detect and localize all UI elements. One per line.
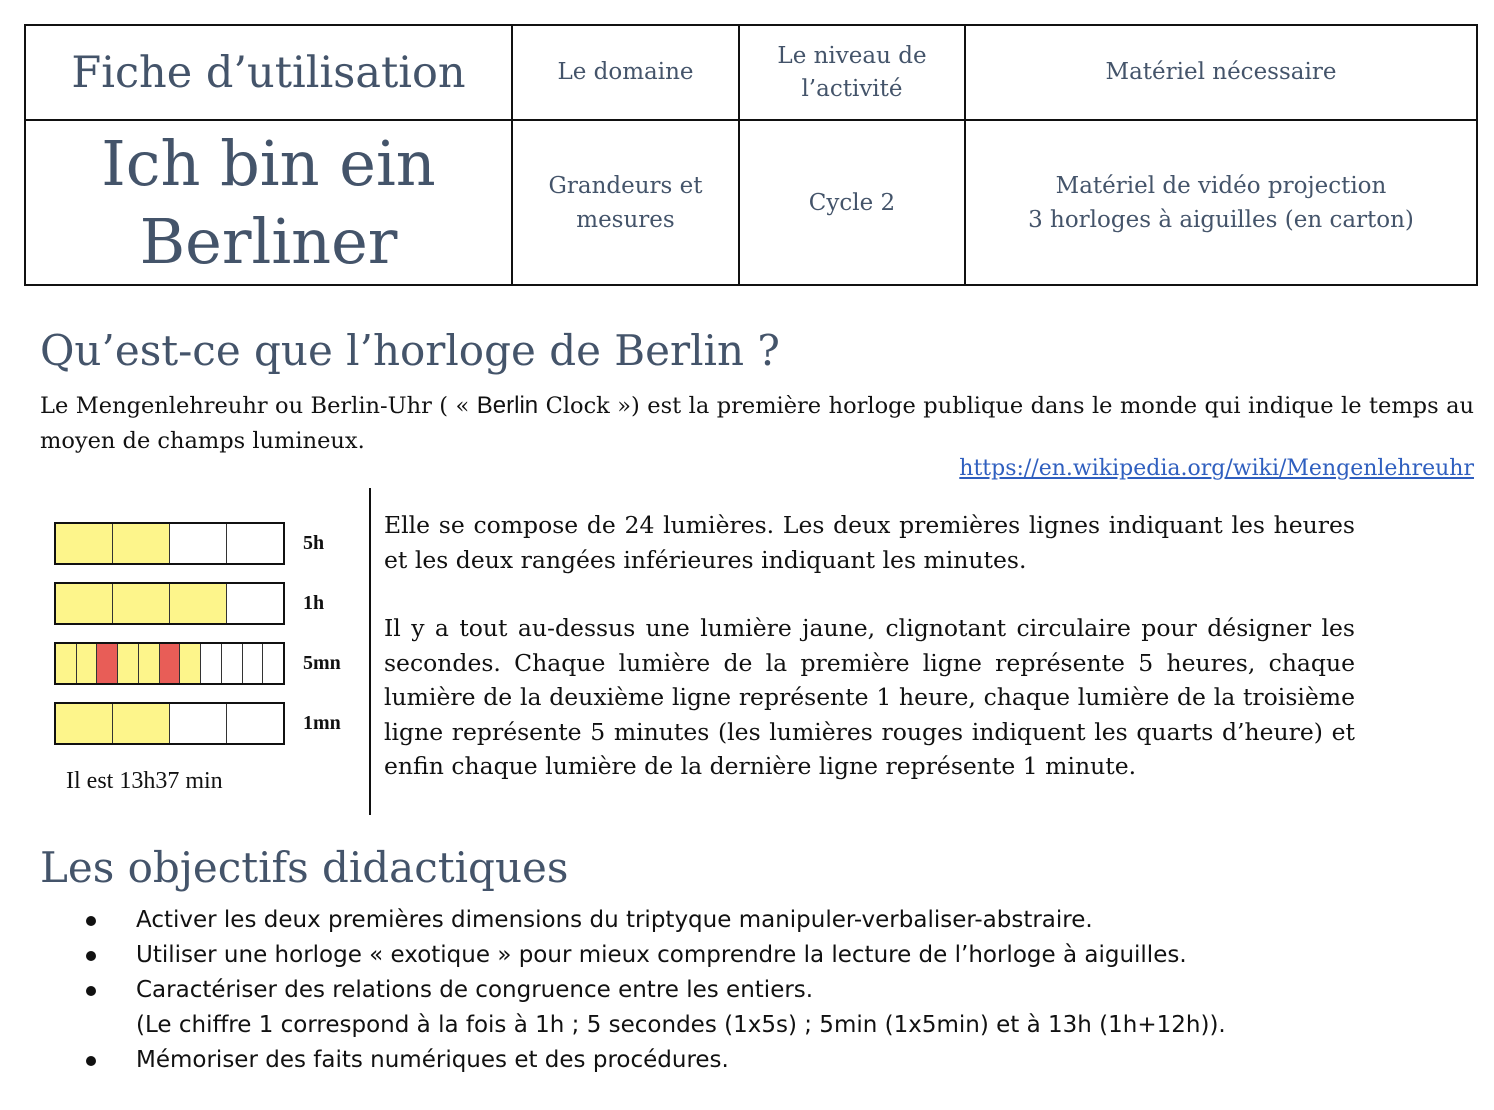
berlin-clock	[54, 520, 354, 820]
clock-row-1mn	[54, 702, 285, 745]
clock-lamp-off	[170, 524, 227, 563]
clock-row-label: 5mn	[303, 652, 341, 674]
clock-row-1h	[54, 582, 285, 625]
clock-lamp-off	[227, 584, 283, 623]
description-para1: Elle se compose de 24 lumières. Les deux premières lignes indiquant les heures et les deux rangées inférieures indiquant les minutes.	[384, 511, 1355, 574]
material-value-line2: 3 horloges à aiguilles (en carton)	[1028, 206, 1414, 233]
clock-lamp-off	[227, 704, 283, 743]
activity-title	[25, 120, 512, 285]
objective-item	[86, 903, 1226, 938]
clock-lamp-red	[160, 644, 181, 683]
level-label-line2: l’activité	[801, 75, 903, 102]
objective-text: Utiliser une horloge « exotique » pour mieux comprendre la lecture de l’horloge à aiguilles.	[136, 942, 1187, 968]
clock-lamp-yellow	[77, 644, 98, 683]
intro-part1: Le Mengenlehreuhr ou Berlin-Uhr ( «	[40, 393, 477, 419]
objective-text: Activer les deux premières dimensions du triptyque manipuler-verbaliser-abstraire.	[136, 907, 1093, 933]
clock-row-5mn	[54, 642, 285, 685]
domain-value-line1: Grandeurs et	[548, 172, 703, 199]
title-line1: Ich bin ein	[101, 126, 436, 200]
wikipedia-link[interactable]: https://en.wikipedia.org/wiki/Mengenlehreuhr	[959, 456, 1474, 481]
clock-lamp-yellow	[170, 584, 227, 623]
clock-row-label: 5h	[303, 532, 325, 554]
clock-lamp-off	[227, 524, 283, 563]
level-label-line1: Le niveau de	[777, 42, 927, 69]
clock-row-label: 1mn	[303, 712, 341, 734]
objective-subtext: (Le chiffre 1 correspond à la fois à 1h ; 5 secondes (1x5s) ; 5min (1x5min) et à 13h (1h+12h)).	[136, 1012, 1226, 1038]
clock-lamp-yellow	[113, 584, 170, 623]
section2-heading: Les objectifs didactiques	[40, 843, 569, 892]
domain-value	[512, 120, 739, 285]
section1-heading: Qu’est-ce que l’horloge de Berlin ?	[40, 326, 780, 375]
clock-lamp-yellow	[56, 584, 113, 623]
clock-lamp-yellow	[139, 644, 160, 683]
material-value	[965, 120, 1477, 285]
clock-caption: Il est 13h37 min	[66, 768, 223, 794]
description-para2: Il y a tout au-dessus une lumière jaune, clignotant circulaire pour désigner les secondes. Chaque lumière de la première ligne représente 5 heures, chaque lumière de la deuxième ligne représente 1 heure, chaque lumière de la troisième ligne représente 5 minutes (les lumières rouges indiquent les quarts d’heure) et enfin chaque lumière de la dernière ligne représente 1 minute.	[384, 614, 1355, 780]
fiche-label: Fiche d’utilisation	[25, 25, 512, 120]
clock-lamp-red	[97, 644, 118, 683]
level-label	[739, 25, 965, 120]
bullet-icon	[86, 1056, 96, 1066]
objective-item	[86, 1043, 1226, 1078]
domain-label: Le domaine	[512, 25, 739, 120]
material-label: Matériel nécessaire	[965, 25, 1477, 120]
clock-row-label: 1h	[303, 592, 325, 614]
clock-lamp-yellow	[118, 644, 139, 683]
clock-lamp-off	[222, 644, 243, 683]
material-value-line1: Matériel de vidéo projection	[1055, 172, 1387, 199]
objective-item	[86, 973, 1226, 1043]
objective-text: Mémoriser des faits numériques et des procédures.	[136, 1047, 729, 1073]
clock-row-5h	[54, 522, 285, 565]
clock-lamp-off	[263, 644, 283, 683]
title-line2: Berliner	[139, 204, 398, 278]
bullet-icon	[86, 986, 96, 996]
objective-item	[86, 938, 1226, 973]
clock-lamp-yellow	[56, 704, 113, 743]
clock-lamp-yellow	[56, 644, 77, 683]
clock-lamp-yellow	[180, 644, 201, 683]
header-table	[24, 24, 1478, 286]
objective-text: Caractériser des relations de congruence entre les entiers.	[136, 977, 814, 1003]
objectives-list	[86, 903, 1226, 1078]
level-value: Cycle 2	[739, 120, 965, 285]
clock-lamp-yellow	[113, 524, 170, 563]
clock-lamp-off	[201, 644, 222, 683]
clock-lamp-off	[170, 704, 227, 743]
intro-paragraph	[40, 388, 1474, 459]
intro-part2: Berlin	[476, 392, 539, 419]
intro-part3: Clock ») est la première horloge publique dans le monde qui indique le temps au moyen de champs lumineux.	[40, 393, 1475, 454]
clock-lamp-yellow	[56, 524, 113, 563]
bullet-icon	[86, 951, 96, 961]
bullet-icon	[86, 916, 96, 926]
clock-lamp-off	[243, 644, 264, 683]
divider-line	[369, 488, 371, 815]
domain-value-line2: mesures	[576, 206, 675, 233]
clock-lamp-yellow	[113, 704, 170, 743]
